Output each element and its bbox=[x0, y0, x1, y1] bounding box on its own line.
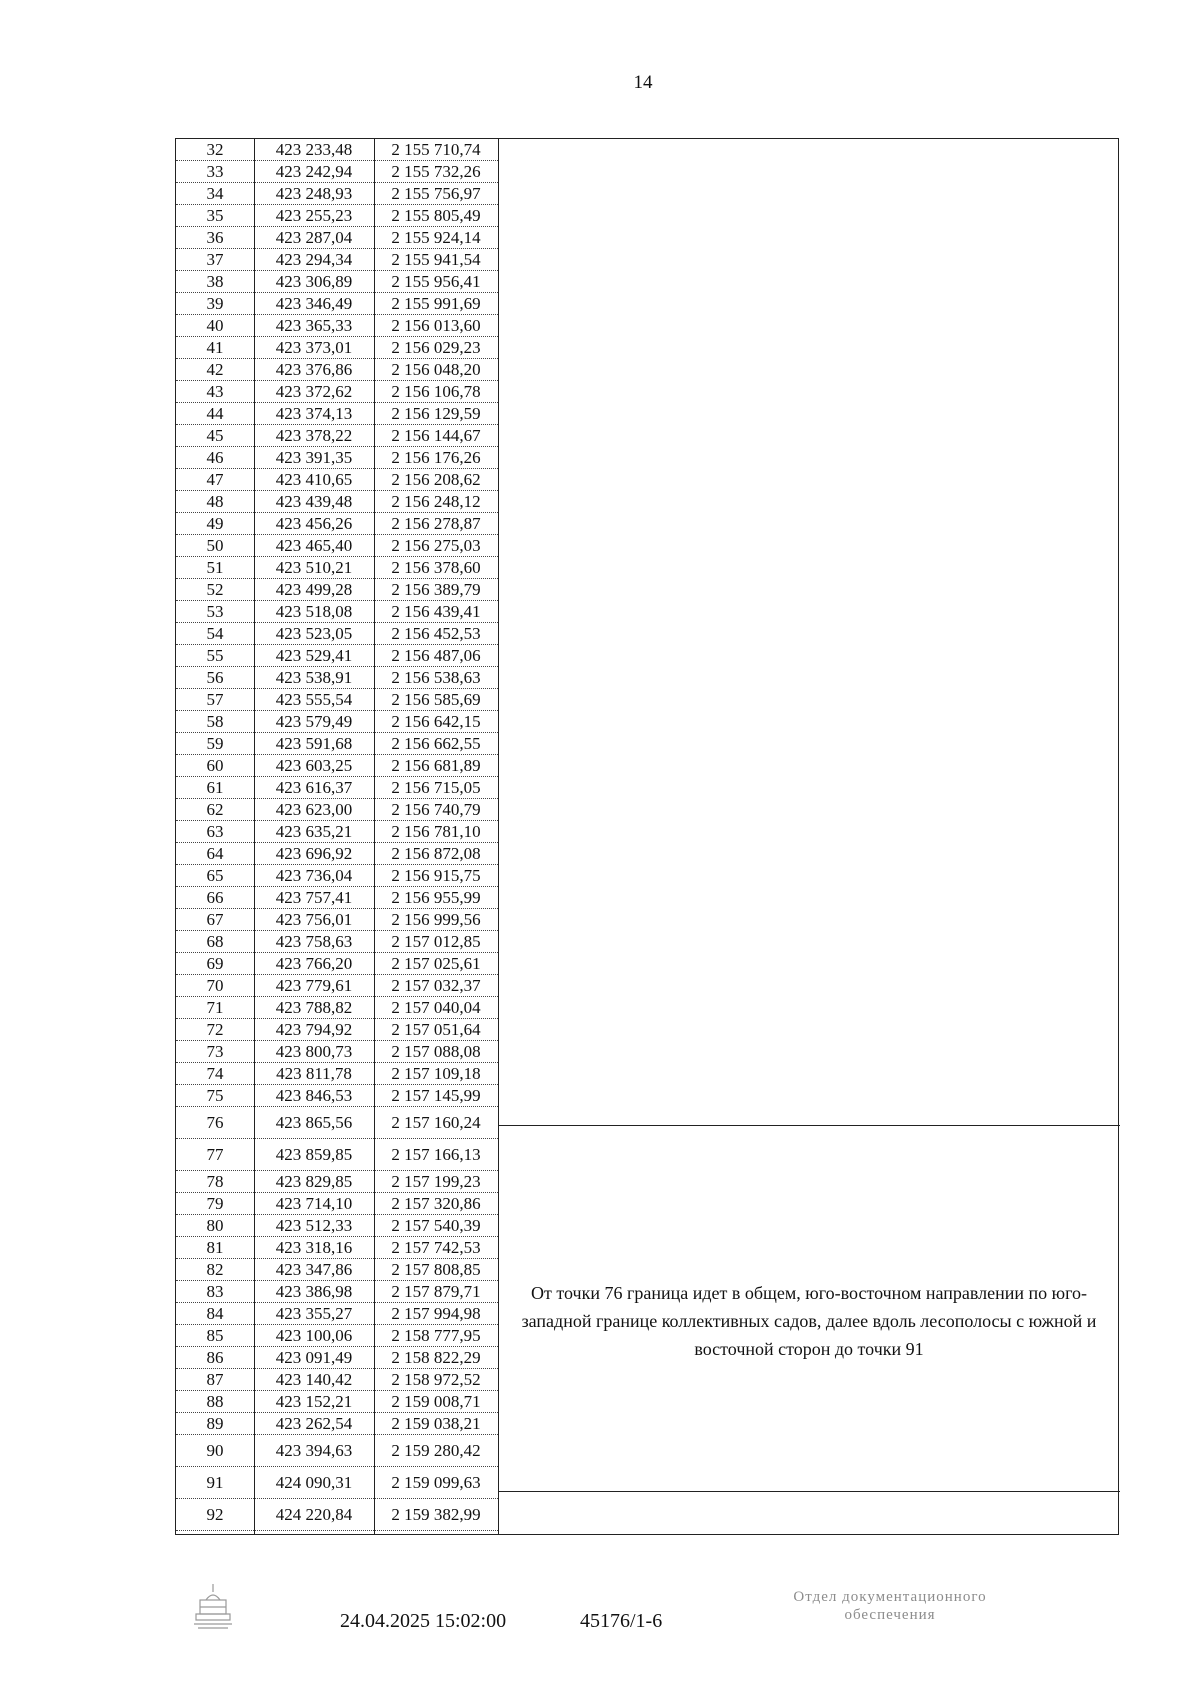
x-coordinate-cell: 424 220,84 bbox=[254, 1499, 374, 1531]
point-number-cell: 37 bbox=[176, 249, 254, 271]
y-coordinate-cell: 2 157 109,18 bbox=[374, 1063, 498, 1085]
y-coordinate-cell: 2 157 879,71 bbox=[374, 1281, 498, 1303]
x-coordinate-cell: 423 347,86 bbox=[254, 1259, 374, 1281]
x-coordinate-cell: 423 242,94 bbox=[254, 161, 374, 183]
footer-datetime: 24.04.2025 15:02:00 bbox=[340, 1610, 507, 1632]
x-coordinate-cell: 423 355,27 bbox=[254, 1303, 374, 1325]
y-coordinate-cell: 2 156 248,12 bbox=[374, 491, 498, 513]
column-divider bbox=[498, 139, 499, 1534]
x-coordinate-cell: 423 616,37 bbox=[254, 777, 374, 799]
x-coordinate-cell: 423 376,86 bbox=[254, 359, 374, 381]
y-coordinate-cell: 2 157 994,98 bbox=[374, 1303, 498, 1325]
x-coordinate-cell: 423 374,13 bbox=[254, 403, 374, 425]
x-coordinate-cell: 423 262,54 bbox=[254, 1413, 374, 1435]
x-coordinate-cell: 423 846,53 bbox=[254, 1085, 374, 1107]
x-coordinate-cell: 423 800,73 bbox=[254, 1041, 374, 1063]
x-coordinate-cell: 423 394,63 bbox=[254, 1435, 374, 1467]
point-number-cell: 69 bbox=[176, 953, 254, 975]
point-number-cell: 51 bbox=[176, 557, 254, 579]
point-number-cell: 79 bbox=[176, 1193, 254, 1215]
point-number-cell: 47 bbox=[176, 469, 254, 491]
y-coordinate-cell: 2 157 051,64 bbox=[374, 1019, 498, 1041]
x-coordinate-cell: 423 635,21 bbox=[254, 821, 374, 843]
x-coordinate-cell: 423 555,54 bbox=[254, 689, 374, 711]
x-coordinate-cell: 423 306,89 bbox=[254, 271, 374, 293]
x-coordinate-cell: 423 091,49 bbox=[254, 1347, 374, 1369]
point-number-cell: 38 bbox=[176, 271, 254, 293]
y-coordinate-cell: 2 156 662,55 bbox=[374, 733, 498, 755]
x-coordinate-cell: 423 255,23 bbox=[254, 205, 374, 227]
point-number-cell: 78 bbox=[176, 1171, 254, 1193]
x-coordinate-cell: 423 465,40 bbox=[254, 535, 374, 557]
y-coordinate-cell: 2 156 452,53 bbox=[374, 623, 498, 645]
column-divider bbox=[374, 139, 375, 1534]
point-number-cell: 66 bbox=[176, 887, 254, 909]
point-number-cell: 67 bbox=[176, 909, 254, 931]
point-number-cell: 45 bbox=[176, 425, 254, 447]
point-number-cell: 91 bbox=[176, 1467, 254, 1499]
y-coordinate-cell: 2 156 389,79 bbox=[374, 579, 498, 601]
y-coordinate-cell: 2 155 991,69 bbox=[374, 293, 498, 315]
department-line-1: Отдел документационного bbox=[793, 1589, 987, 1605]
point-number-cell: 41 bbox=[176, 337, 254, 359]
x-coordinate-cell: 423 140,42 bbox=[254, 1369, 374, 1391]
x-coordinate-cell: 423 766,20 bbox=[254, 953, 374, 975]
footer-document-number: 45176/1-6 bbox=[580, 1610, 663, 1632]
y-coordinate-cell: 2 155 941,54 bbox=[374, 249, 498, 271]
point-number-cell: 71 bbox=[176, 997, 254, 1019]
x-coordinate-cell: 423 623,00 bbox=[254, 799, 374, 821]
x-coordinate-cell: 423 518,08 bbox=[254, 601, 374, 623]
y-coordinate-cell: 2 159 038,21 bbox=[374, 1413, 498, 1435]
x-coordinate-cell: 423 152,21 bbox=[254, 1391, 374, 1413]
point-number-cell: 36 bbox=[176, 227, 254, 249]
point-number-cell: 32 bbox=[176, 139, 254, 161]
point-number-cell: 88 bbox=[176, 1391, 254, 1413]
y-coordinate-cell: 2 158 822,29 bbox=[374, 1347, 498, 1369]
x-coordinate-cell: 423 100,06 bbox=[254, 1325, 374, 1347]
y-coordinate-cell: 2 156 538,63 bbox=[374, 667, 498, 689]
y-coordinate-cell: 2 157 040,04 bbox=[374, 997, 498, 1019]
point-number-cell: 74 bbox=[176, 1063, 254, 1085]
y-coordinate-cell: 2 156 278,87 bbox=[374, 513, 498, 535]
x-coordinate-cell: 423 365,33 bbox=[254, 315, 374, 337]
point-number-cell: 72 bbox=[176, 1019, 254, 1041]
y-coordinate-cell: 2 156 378,60 bbox=[374, 557, 498, 579]
coordinates-table bbox=[175, 138, 1119, 1535]
y-coordinate-cell: 2 159 280,42 bbox=[374, 1435, 498, 1467]
y-coordinate-cell: 2 156 642,15 bbox=[374, 711, 498, 733]
y-coordinate-cell: 2 156 585,69 bbox=[374, 689, 498, 711]
y-coordinate-cell: 2 156 740,79 bbox=[374, 799, 498, 821]
x-coordinate-cell: 423 794,92 bbox=[254, 1019, 374, 1041]
x-coordinate-cell: 423 714,10 bbox=[254, 1193, 374, 1215]
y-coordinate-cell: 2 157 742,53 bbox=[374, 1237, 498, 1259]
x-coordinate-cell: 423 591,68 bbox=[254, 733, 374, 755]
point-number-cell: 89 bbox=[176, 1413, 254, 1435]
y-coordinate-cell: 2 158 972,52 bbox=[374, 1369, 498, 1391]
y-coordinate-cell: 2 155 732,26 bbox=[374, 161, 498, 183]
y-coordinate-cell: 2 158 777,95 bbox=[374, 1325, 498, 1347]
description-separator bbox=[498, 1491, 1120, 1492]
y-coordinate-cell: 2 156 681,89 bbox=[374, 755, 498, 777]
x-coordinate-cell: 423 318,16 bbox=[254, 1237, 374, 1259]
point-number-cell: 83 bbox=[176, 1281, 254, 1303]
point-number-cell: 44 bbox=[176, 403, 254, 425]
x-coordinate-cell: 423 233,48 bbox=[254, 139, 374, 161]
point-number-cell: 39 bbox=[176, 293, 254, 315]
x-coordinate-cell: 423 529,41 bbox=[254, 645, 374, 667]
y-coordinate-cell: 2 155 756,97 bbox=[374, 183, 498, 205]
point-number-cell: 76 bbox=[176, 1107, 254, 1139]
x-coordinate-cell: 423 378,22 bbox=[254, 425, 374, 447]
point-number-cell: 55 bbox=[176, 645, 254, 667]
x-coordinate-cell: 423 696,92 bbox=[254, 843, 374, 865]
x-coordinate-cell: 423 512,33 bbox=[254, 1215, 374, 1237]
x-coordinate-cell: 423 603,25 bbox=[254, 755, 374, 777]
department-stamp bbox=[740, 1588, 1040, 1624]
x-coordinate-cell: 423 372,62 bbox=[254, 381, 374, 403]
y-coordinate-cell: 2 159 099,63 bbox=[374, 1467, 498, 1499]
page-number: 14 bbox=[633, 72, 653, 93]
y-coordinate-cell: 2 156 999,56 bbox=[374, 909, 498, 931]
point-number-cell: 68 bbox=[176, 931, 254, 953]
y-coordinate-cell: 2 156 029,23 bbox=[374, 337, 498, 359]
y-coordinate-cell: 2 155 924,14 bbox=[374, 227, 498, 249]
column-divider bbox=[254, 139, 255, 1534]
x-coordinate-cell: 423 736,04 bbox=[254, 865, 374, 887]
emblem-icon bbox=[188, 1580, 238, 1640]
y-coordinate-cell: 2 157 025,61 bbox=[374, 953, 498, 975]
department-line-2: обеспечения bbox=[844, 1607, 936, 1623]
x-coordinate-cell: 423 859,85 bbox=[254, 1139, 374, 1171]
point-number-cell: 34 bbox=[176, 183, 254, 205]
x-coordinate-cell: 423 456,26 bbox=[254, 513, 374, 535]
point-number-cell: 48 bbox=[176, 491, 254, 513]
point-number-cell: 73 bbox=[176, 1041, 254, 1063]
y-coordinate-cell: 2 157 160,24 bbox=[374, 1107, 498, 1139]
y-coordinate-cell: 2 156 176,26 bbox=[374, 447, 498, 469]
y-coordinate-cell: 2 156 106,78 bbox=[374, 381, 498, 403]
point-number-cell: 80 bbox=[176, 1215, 254, 1237]
x-coordinate-cell: 423 538,91 bbox=[254, 667, 374, 689]
point-number-cell: 49 bbox=[176, 513, 254, 535]
y-coordinate-cell: 2 157 166,13 bbox=[374, 1139, 498, 1171]
point-number-cell: 75 bbox=[176, 1085, 254, 1107]
point-number-cell: 90 bbox=[176, 1435, 254, 1467]
point-number-cell: 82 bbox=[176, 1259, 254, 1281]
point-number-cell: 63 bbox=[176, 821, 254, 843]
y-coordinate-cell: 2 157 145,99 bbox=[374, 1085, 498, 1107]
x-coordinate-cell: 423 510,21 bbox=[254, 557, 374, 579]
point-number-cell: 50 bbox=[176, 535, 254, 557]
y-coordinate-cell: 2 159 382,99 bbox=[374, 1499, 498, 1531]
y-coordinate-cell: 2 156 915,75 bbox=[374, 865, 498, 887]
point-number-cell: 43 bbox=[176, 381, 254, 403]
point-number-cell: 70 bbox=[176, 975, 254, 997]
y-coordinate-cell: 2 155 805,49 bbox=[374, 205, 498, 227]
point-number-cell: 85 bbox=[176, 1325, 254, 1347]
point-number-cell: 40 bbox=[176, 315, 254, 337]
y-coordinate-cell: 2 156 487,06 bbox=[374, 645, 498, 667]
point-number-cell: 59 bbox=[176, 733, 254, 755]
y-coordinate-cell: 2 156 275,03 bbox=[374, 535, 498, 557]
y-coordinate-cell: 2 157 088,08 bbox=[374, 1041, 498, 1063]
point-number-cell: 58 bbox=[176, 711, 254, 733]
y-coordinate-cell: 2 156 048,20 bbox=[374, 359, 498, 381]
point-number-cell: 64 bbox=[176, 843, 254, 865]
x-coordinate-cell: 423 788,82 bbox=[254, 997, 374, 1019]
x-coordinate-cell: 423 373,01 bbox=[254, 337, 374, 359]
y-coordinate-cell: 2 157 032,37 bbox=[374, 975, 498, 997]
point-number-cell: 86 bbox=[176, 1347, 254, 1369]
y-coordinate-cell: 2 157 808,85 bbox=[374, 1259, 498, 1281]
y-coordinate-cell: 2 156 144,67 bbox=[374, 425, 498, 447]
y-coordinate-cell: 2 156 439,41 bbox=[374, 601, 498, 623]
y-coordinate-cell: 2 155 710,74 bbox=[374, 139, 498, 161]
x-coordinate-cell: 423 410,65 bbox=[254, 469, 374, 491]
x-coordinate-cell: 423 779,61 bbox=[254, 975, 374, 997]
x-coordinate-cell: 423 758,63 bbox=[254, 931, 374, 953]
x-coordinate-cell: 423 346,49 bbox=[254, 293, 374, 315]
y-coordinate-cell: 2 156 781,10 bbox=[374, 821, 498, 843]
point-number-cell: 57 bbox=[176, 689, 254, 711]
point-number-cell: 52 bbox=[176, 579, 254, 601]
x-coordinate-cell: 423 811,78 bbox=[254, 1063, 374, 1085]
x-coordinate-cell: 423 829,85 bbox=[254, 1171, 374, 1193]
y-coordinate-cell: 2 156 013,60 bbox=[374, 315, 498, 337]
x-coordinate-cell: 423 523,05 bbox=[254, 623, 374, 645]
y-coordinate-cell: 2 156 208,62 bbox=[374, 469, 498, 491]
point-number-cell: 65 bbox=[176, 865, 254, 887]
x-coordinate-cell: 423 248,93 bbox=[254, 183, 374, 205]
x-coordinate-cell: 423 579,49 bbox=[254, 711, 374, 733]
boundary-description: От точки 76 граница идет в общем, юго-восточном направлении по юго-западной границе коллективных садов, далее вдоль лесополосы с южной и восточной сторон до точки 91 bbox=[521, 1283, 1097, 1359]
y-coordinate-cell: 2 157 199,23 bbox=[374, 1171, 498, 1193]
x-coordinate-cell: 423 287,04 bbox=[254, 227, 374, 249]
x-coordinate-cell: 423 499,28 bbox=[254, 579, 374, 601]
point-number-cell: 56 bbox=[176, 667, 254, 689]
point-number-cell: 33 bbox=[176, 161, 254, 183]
point-number-cell: 35 bbox=[176, 205, 254, 227]
y-coordinate-cell: 2 156 715,05 bbox=[374, 777, 498, 799]
point-number-cell: 53 bbox=[176, 601, 254, 623]
point-number-cell: 81 bbox=[176, 1237, 254, 1259]
x-coordinate-cell: 423 756,01 bbox=[254, 909, 374, 931]
point-number-cell: 60 bbox=[176, 755, 254, 777]
y-coordinate-cell: 2 157 012,85 bbox=[374, 931, 498, 953]
point-number-cell: 42 bbox=[176, 359, 254, 381]
point-number-cell: 84 bbox=[176, 1303, 254, 1325]
point-number-cell: 87 bbox=[176, 1369, 254, 1391]
x-coordinate-cell: 423 865,56 bbox=[254, 1107, 374, 1139]
point-number-cell: 92 bbox=[176, 1499, 254, 1531]
x-coordinate-cell: 423 294,34 bbox=[254, 249, 374, 271]
x-coordinate-cell: 424 090,31 bbox=[254, 1467, 374, 1499]
y-coordinate-cell: 2 156 955,99 bbox=[374, 887, 498, 909]
x-coordinate-cell: 423 439,48 bbox=[254, 491, 374, 513]
y-coordinate-cell: 2 155 956,41 bbox=[374, 271, 498, 293]
point-number-cell: 46 bbox=[176, 447, 254, 469]
y-coordinate-cell: 2 156 872,08 bbox=[374, 843, 498, 865]
y-coordinate-cell: 2 157 320,86 bbox=[374, 1193, 498, 1215]
point-number-cell: 61 bbox=[176, 777, 254, 799]
point-number-cell: 77 bbox=[176, 1139, 254, 1171]
point-number-cell: 54 bbox=[176, 623, 254, 645]
point-number-cell: 62 bbox=[176, 799, 254, 821]
y-coordinate-cell: 2 159 008,71 bbox=[374, 1391, 498, 1413]
x-coordinate-cell: 423 386,98 bbox=[254, 1281, 374, 1303]
x-coordinate-cell: 423 391,35 bbox=[254, 447, 374, 469]
y-coordinate-cell: 2 157 540,39 bbox=[374, 1215, 498, 1237]
y-coordinate-cell: 2 156 129,59 bbox=[374, 403, 498, 425]
description-separator bbox=[498, 1125, 1120, 1126]
x-coordinate-cell: 423 757,41 bbox=[254, 887, 374, 909]
